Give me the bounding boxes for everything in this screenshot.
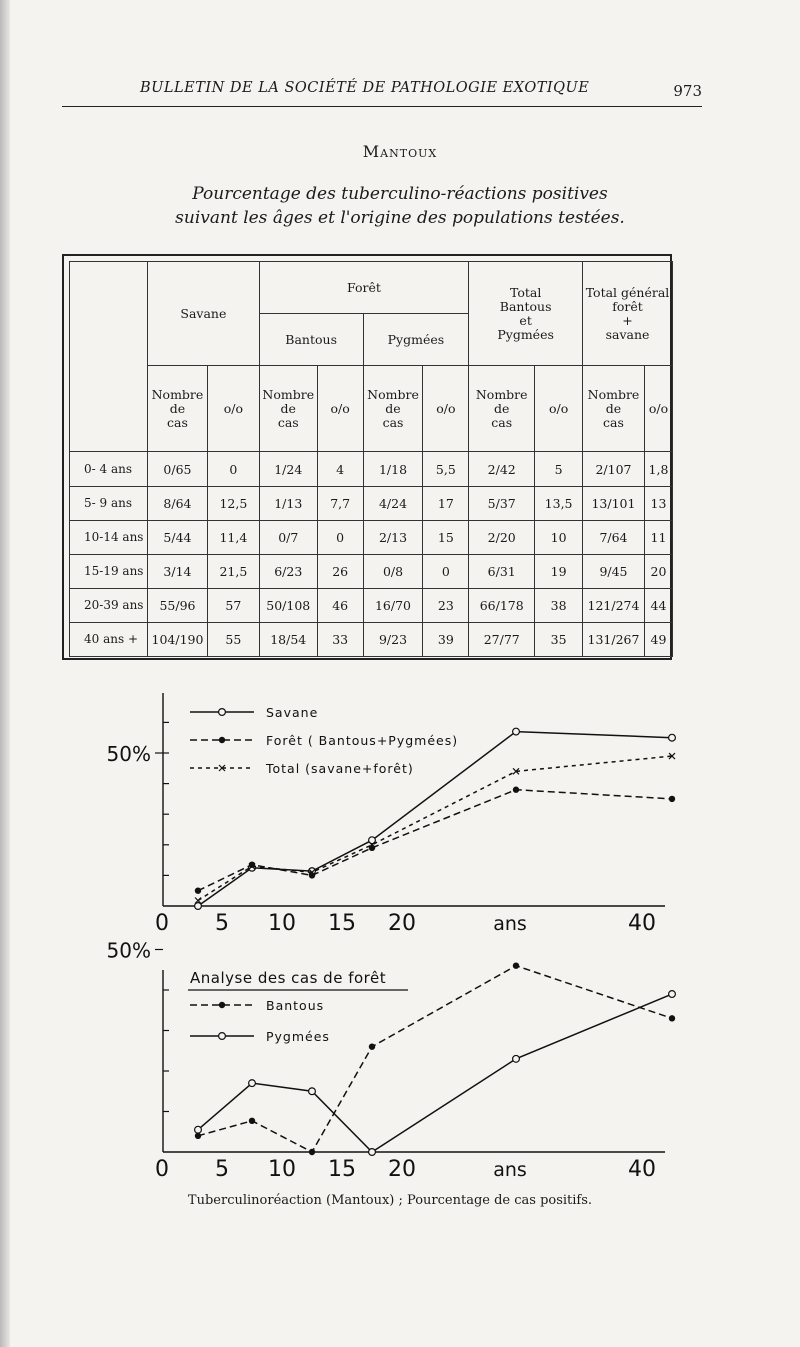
percent-cell: 5 bbox=[535, 452, 583, 486]
percent-cell: 0 bbox=[207, 452, 259, 486]
percent-cell: 13,5 bbox=[535, 486, 583, 520]
cases-cell: 9/45 bbox=[583, 554, 645, 588]
subheader-nombre: Nombre de cas bbox=[583, 366, 645, 452]
cases-cell: 8/64 bbox=[147, 486, 207, 520]
header-bantous: Bantous bbox=[259, 314, 363, 366]
table-title-line1: Pourcentage des tuberculino-réactions positives bbox=[192, 184, 608, 204]
x-tick-label: 0 bbox=[155, 911, 169, 936]
subheader-nombre: Nombre de cas bbox=[469, 366, 535, 452]
x-tick-label: ans bbox=[493, 913, 527, 935]
table-title-line2: suivant les âges et l'origine des populations testées. bbox=[175, 208, 625, 228]
data-point bbox=[219, 1002, 225, 1008]
data-point bbox=[195, 903, 202, 910]
data-point bbox=[369, 837, 376, 844]
data-point bbox=[513, 768, 519, 774]
legend-label: Pygmées bbox=[266, 1029, 330, 1044]
x-tick-label: 20 bbox=[388, 1157, 416, 1182]
subheader-nombre: Nombre de cas bbox=[147, 366, 207, 452]
data-point bbox=[669, 1015, 675, 1021]
age-cell: 10-14 ans bbox=[70, 520, 148, 554]
data-point bbox=[309, 872, 315, 878]
data-point bbox=[219, 737, 225, 743]
data-point bbox=[369, 1044, 375, 1050]
x-tick-label: 15 bbox=[328, 1157, 356, 1182]
cases-cell: 2/13 bbox=[363, 520, 423, 554]
percent-cell: 21,5 bbox=[207, 554, 259, 588]
chart-foret-analysis bbox=[107, 939, 676, 1183]
data-point bbox=[219, 765, 225, 771]
table-row bbox=[70, 622, 673, 656]
legend-item bbox=[190, 705, 318, 720]
percent-cell: 15 bbox=[423, 520, 469, 554]
running-header bbox=[62, 80, 702, 107]
section-title: Mantoux bbox=[362, 142, 438, 161]
data-point bbox=[249, 863, 255, 869]
cases-cell: 1/13 bbox=[259, 486, 317, 520]
results-table bbox=[69, 261, 673, 657]
cases-cell: 7/64 bbox=[583, 520, 645, 554]
table-row bbox=[70, 486, 673, 520]
series-line bbox=[198, 756, 672, 900]
data-point bbox=[195, 1126, 202, 1133]
data-point bbox=[669, 734, 676, 741]
percent-cell: 46 bbox=[317, 588, 363, 622]
legend-label: Forêt ( Bantous+Pygmées) bbox=[266, 733, 459, 748]
data-point bbox=[219, 709, 226, 716]
x-tick-label: 15 bbox=[328, 911, 356, 936]
percent-cell: 7,7 bbox=[317, 486, 363, 520]
cases-cell: 2/42 bbox=[469, 452, 535, 486]
cases-cell: 6/31 bbox=[469, 554, 535, 588]
percent-cell: 38 bbox=[535, 588, 583, 622]
data-point bbox=[369, 842, 375, 848]
series-line bbox=[198, 790, 672, 891]
subheader-pct: o/o bbox=[423, 366, 469, 452]
subheader-pct: o/o bbox=[317, 366, 363, 452]
cases-cell: 9/23 bbox=[363, 622, 423, 656]
x-tick-label: 40 bbox=[628, 1157, 656, 1182]
data-point bbox=[249, 861, 255, 867]
data-point bbox=[513, 1055, 520, 1062]
series-bantous bbox=[195, 963, 675, 1156]
cases-cell: 104/190 bbox=[147, 622, 207, 656]
data-point bbox=[369, 845, 375, 851]
data-point bbox=[513, 787, 519, 793]
header-foret: Forêt bbox=[259, 262, 469, 314]
data-point bbox=[669, 796, 675, 802]
x-tick-label: 10 bbox=[268, 911, 296, 936]
cases-cell: 121/274 bbox=[583, 588, 645, 622]
series-line bbox=[198, 732, 672, 906]
cases-cell: 50/108 bbox=[259, 588, 317, 622]
table-row bbox=[70, 520, 673, 554]
data-point bbox=[219, 1033, 226, 1040]
cases-cell: 27/77 bbox=[469, 622, 535, 656]
cases-cell: 3/14 bbox=[147, 554, 207, 588]
age-cell: 0- 4 ans bbox=[70, 452, 148, 486]
age-cell: 40 ans + bbox=[70, 622, 148, 656]
data-point bbox=[249, 1080, 256, 1087]
y-axis-label: 50% bbox=[106, 938, 151, 963]
percent-cell: 35 bbox=[535, 622, 583, 656]
cases-cell: 0/7 bbox=[259, 520, 317, 554]
header-total-bp: Total Bantous et Pygmées bbox=[469, 262, 583, 366]
corner-cell bbox=[70, 262, 148, 452]
header-total-general: Total général forêt + savane bbox=[583, 262, 673, 366]
data-point bbox=[195, 888, 201, 894]
data-point bbox=[309, 1088, 316, 1095]
legend-item bbox=[190, 998, 324, 1013]
percent-cell: 20 bbox=[644, 554, 672, 588]
percent-cell: 39 bbox=[423, 622, 469, 656]
subheader-nombre: Nombre de cas bbox=[259, 366, 317, 452]
cases-cell: 66/178 bbox=[469, 588, 535, 622]
percent-cell: 0 bbox=[317, 520, 363, 554]
legend-label: Bantous bbox=[266, 998, 325, 1013]
x-tick-label: 5 bbox=[215, 1157, 229, 1182]
table-row bbox=[70, 588, 673, 622]
percent-cell: 17 bbox=[423, 486, 469, 520]
percent-cell: 13 bbox=[644, 486, 672, 520]
table-row bbox=[70, 452, 673, 486]
percent-cell: 19 bbox=[535, 554, 583, 588]
cases-cell: 5/44 bbox=[147, 520, 207, 554]
cases-cell: 13/101 bbox=[583, 486, 645, 520]
subheader-pct: o/o bbox=[207, 366, 259, 452]
data-point bbox=[513, 728, 520, 735]
x-tick-label: 20 bbox=[388, 911, 416, 936]
percent-cell: 23 bbox=[423, 588, 469, 622]
percent-cell: 26 bbox=[317, 554, 363, 588]
data-point bbox=[309, 1149, 315, 1155]
data-point bbox=[669, 753, 675, 759]
percent-cell: 12,5 bbox=[207, 486, 259, 520]
series-line bbox=[198, 966, 672, 1152]
subheader-nombre: Nombre de cas bbox=[363, 366, 423, 452]
x-tick-label: 5 bbox=[215, 911, 229, 936]
subheader-pct: o/o bbox=[535, 366, 583, 452]
cases-cell: 5/37 bbox=[469, 486, 535, 520]
x-tick-label: 0 bbox=[155, 1157, 169, 1182]
header-savane: Savane bbox=[147, 262, 259, 366]
legend-label: Total (savane+forêt) bbox=[266, 761, 414, 776]
percent-cell: 0 bbox=[423, 554, 469, 588]
percent-cell: 57 bbox=[207, 588, 259, 622]
percent-cell: 55 bbox=[207, 622, 259, 656]
data-point bbox=[195, 897, 201, 903]
cases-cell: 2/107 bbox=[583, 452, 645, 486]
data-point bbox=[309, 869, 315, 875]
data-point bbox=[669, 991, 676, 998]
percent-cell: 11,4 bbox=[207, 520, 259, 554]
series-pygm-es bbox=[195, 991, 676, 1156]
data-point bbox=[513, 963, 519, 969]
cases-cell: 55/96 bbox=[147, 588, 207, 622]
series-for-t-bantous-pygm-es- bbox=[195, 787, 675, 894]
series-savane bbox=[195, 728, 676, 909]
percent-cell: 33 bbox=[317, 622, 363, 656]
x-tick-label: 40 bbox=[628, 911, 656, 936]
percent-cell: 5,5 bbox=[423, 452, 469, 486]
percent-cell: 4 bbox=[317, 452, 363, 486]
cases-cell: 1/18 bbox=[363, 452, 423, 486]
table-frame bbox=[62, 254, 672, 660]
cases-cell: 1/24 bbox=[259, 452, 317, 486]
age-cell: 20-39 ans bbox=[70, 588, 148, 622]
cases-cell: 16/70 bbox=[363, 588, 423, 622]
data-point bbox=[369, 1149, 376, 1156]
cases-cell: 4/24 bbox=[363, 486, 423, 520]
series-total-savane-for-t- bbox=[195, 753, 675, 903]
cases-cell: 18/54 bbox=[259, 622, 317, 656]
data-point bbox=[195, 1133, 201, 1139]
series-line bbox=[198, 994, 672, 1152]
journal-title: BULLETIN DE LA SOCIÉTÉ DE PATHOLOGIE EXOTIQUE bbox=[140, 80, 590, 96]
legend-item bbox=[190, 733, 458, 748]
percent-cell: 49 bbox=[644, 622, 672, 656]
data-point bbox=[249, 864, 256, 871]
cases-cell: 0/8 bbox=[363, 554, 423, 588]
header-pygmees: Pygmées bbox=[363, 314, 469, 366]
figure-caption: Tuberculinoréaction (Mantoux) ; Pourcentage de cas positifs. bbox=[187, 1193, 593, 1208]
chart-title: Analyse des cas de forêt bbox=[190, 969, 387, 987]
percent-cell: 11 bbox=[644, 520, 672, 554]
x-tick-label: 10 bbox=[268, 1157, 296, 1182]
data-point bbox=[309, 868, 316, 875]
percent-cell: 10 bbox=[535, 520, 583, 554]
age-cell: 15-19 ans bbox=[70, 554, 148, 588]
cases-cell: 6/23 bbox=[259, 554, 317, 588]
legend-item bbox=[190, 1029, 330, 1044]
percent-cell: 44 bbox=[644, 588, 672, 622]
cases-cell: 2/20 bbox=[469, 520, 535, 554]
data-point bbox=[249, 1118, 255, 1124]
legend-item bbox=[190, 761, 414, 776]
page-number: 973 bbox=[673, 82, 702, 100]
cases-cell: 0/65 bbox=[147, 452, 207, 486]
x-tick-label: ans bbox=[493, 1159, 527, 1181]
table-row bbox=[70, 554, 673, 588]
cases-cell: 131/267 bbox=[583, 622, 645, 656]
y-axis-label: 50% bbox=[106, 742, 151, 766]
chart-mantoux-origin bbox=[107, 693, 676, 936]
percent-cell: 1,8 bbox=[644, 452, 672, 486]
subheader-pct: o/o bbox=[644, 366, 672, 452]
legend-label: Savane bbox=[266, 705, 319, 720]
age-cell: 5- 9 ans bbox=[70, 486, 148, 520]
